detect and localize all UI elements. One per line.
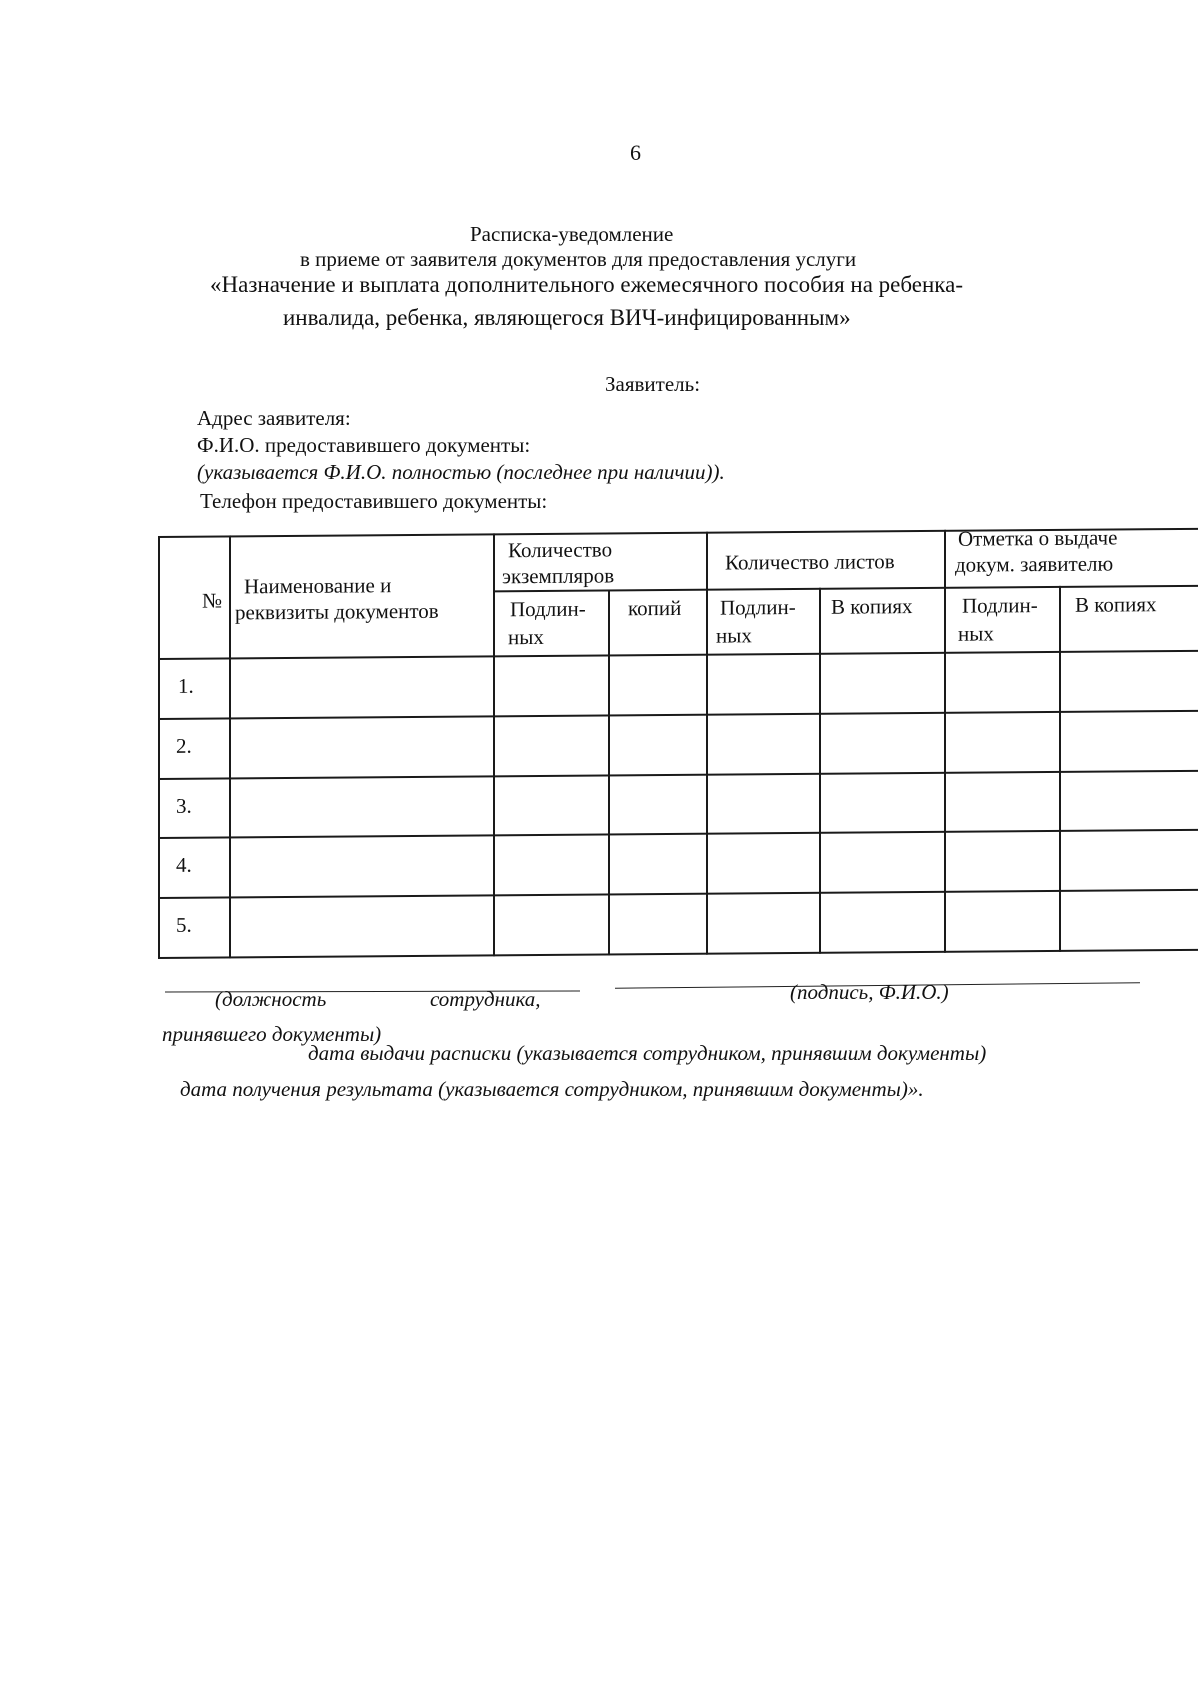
document-subtitle: в приеме от заявителя документов для предоставления услуги [300,247,857,271]
header-issue-mark-line-2: докум. заявителю [955,551,1114,577]
subheader-issue-copies: В копиях [1075,592,1157,617]
submitter-phone-field: Телефон предоставившего документы: [200,489,548,513]
header-issue-mark-line-1: Отметка о выдаче [958,525,1118,551]
subheader-issue-originals-line-2: ных [958,621,994,646]
submitter-fio-field: Ф.И.О. предоставившего документы: [197,433,531,457]
position-caption: (должность [215,987,327,1011]
page-number: 6 [630,140,641,165]
header-copies-count-line-2: экземпляров [502,563,615,589]
signature-caption: (подпись, Ф.И.О.) [790,980,949,1004]
table-border-left [158,536,160,959]
subheader-originals-line-2: ных [508,624,544,650]
table-row-number: 5. [176,912,192,937]
document-title: Расписка-уведомление [470,222,674,246]
table-row-number: 2. [176,733,192,758]
applicant-label: Заявитель: [605,372,701,396]
table-row-number: 1. [178,673,194,698]
table-border-bottom [158,949,1198,959]
subheader-copies: копий [628,595,682,621]
table-header-bottom [158,650,1198,660]
position-caption-second-line: принявшего документы) [162,1022,382,1046]
result-receipt-date: дата получения результата (указывается сотрудником, принявшим документы)». [180,1077,924,1101]
service-name-line-2: инвалида, ребенка, являющегося ВИЧ-инфицированным» [283,305,851,330]
receipt-issue-date: дата выдачи расписки (указывается сотрудником, принявшим документы) [308,1041,987,1065]
table-row-divider [158,829,1198,839]
table-row-divider [158,889,1198,899]
subheader-sheets-copies: В копиях [831,594,913,619]
table-row-number: 4. [176,852,192,877]
header-name-line-2: реквизиты документов [235,598,439,625]
table-row-divider [158,710,1198,720]
table-col-divider [493,533,495,956]
table-col-divider [608,589,610,955]
header-copies-count-line-1: Количество [508,537,613,563]
service-name-line-1: «Назначение и выплата дополнительного ежемесячного пособия на ребенка- [210,272,963,297]
subheader-originals-line-1: Подлин- [510,596,586,622]
header-name-line-1: Наименование и [244,573,392,599]
table-col-divider [229,535,231,958]
header-sheets-count: Количество листов [725,549,895,575]
submitter-fio-note: (указывается Ф.И.О. полностью (последнее при наличии)). [197,460,725,484]
subheader-sheets-originals-line-2: ных [716,623,752,648]
applicant-address-field: Адрес заявителя: [197,406,351,430]
table-row-divider [158,770,1198,780]
table-row-number: 3. [176,793,192,818]
subheader-sheets-originals-line-1: Подлин- [720,594,796,620]
position-caption-continued: сотрудника, [430,987,541,1011]
table-col-divider [706,532,708,955]
subheader-issue-originals-line-1: Подлин- [962,593,1038,618]
header-number: № [202,588,223,613]
table-col-divider [1059,586,1061,952]
documents-table [158,525,1198,961]
table-col-divider [819,588,821,954]
table-col-divider [944,530,946,953]
